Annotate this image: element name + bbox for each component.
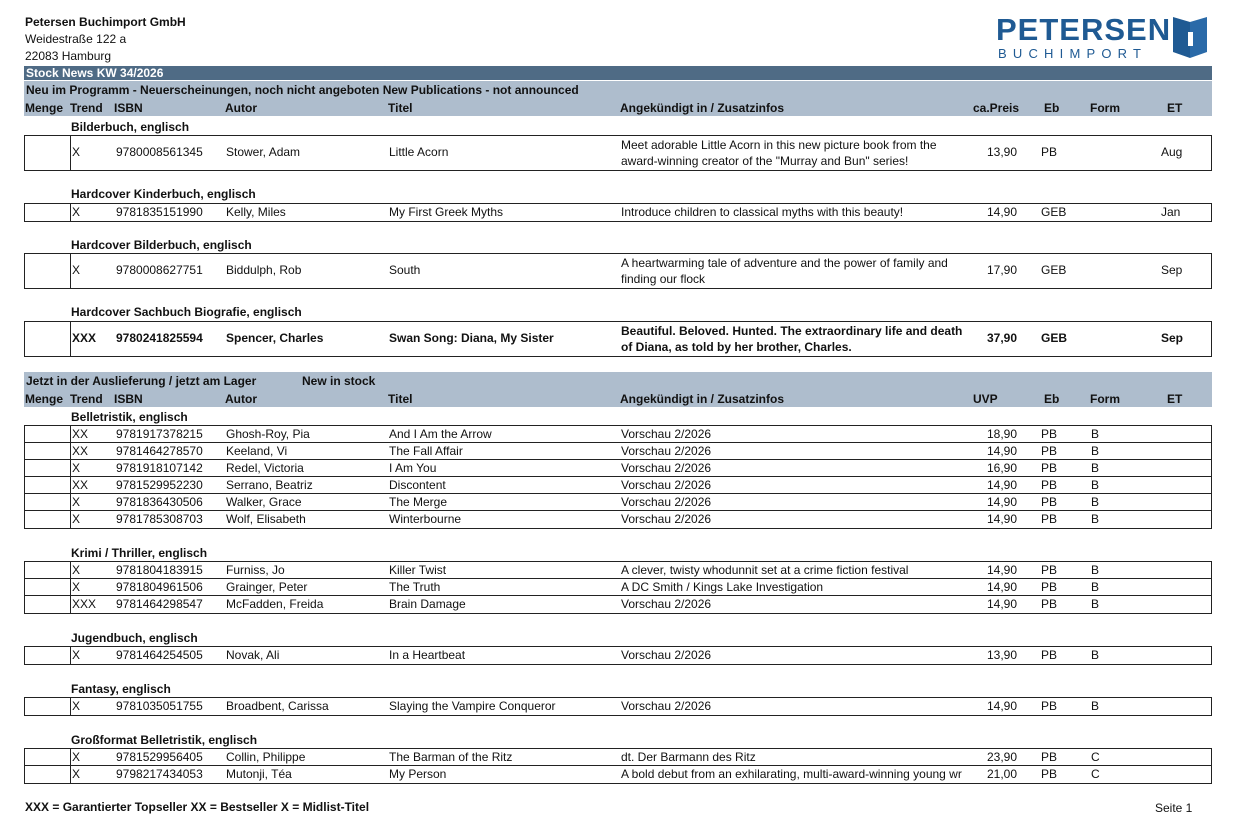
book-table: [24, 135, 1212, 171]
cell-info: Vorschau 2/2026: [621, 699, 712, 713]
cell-author: Wolf, Elisabeth: [226, 512, 306, 526]
page-number: Seite 1: [1155, 801, 1193, 815]
table-row: [25, 204, 1211, 221]
header-isbn: ISBN: [114, 101, 143, 115]
cell-author: Walker, Grace: [226, 495, 302, 509]
cell-isbn: 9780241825594: [116, 331, 203, 345]
cell-trend: X: [72, 145, 81, 159]
cell-title: The Merge: [389, 495, 448, 509]
cell-isbn: 9781804183915: [116, 563, 203, 577]
cell-info: Beautiful. Beloved. Hunted. The extraordinary life and death of Diana, as told by her brother, Charles.: [621, 324, 963, 354]
cell-form: B: [1091, 444, 1100, 458]
section-title: Neu im Programm - Neuerscheinungen, noch nicht angeboten New Publications - not announced: [26, 83, 579, 97]
report-title-bar: [24, 66, 1212, 80]
book-table: [24, 697, 1212, 716]
category-heading: Krimi / Thriller, englisch: [71, 546, 208, 560]
cell-author: Grainger, Peter: [226, 580, 308, 594]
cell-price: 14,90: [986, 563, 1017, 577]
company-city: 22083 Hamburg: [25, 49, 112, 63]
cell-title: Discontent: [389, 478, 446, 492]
cell-form: B: [1091, 427, 1100, 441]
cell-title: The Fall Affair: [389, 444, 463, 458]
cell-info: A bold debut from an exhilarating, multi-award-winning young wr: [621, 767, 962, 781]
company-address: [25, 14, 186, 65]
cell-info: dt. Der Barmann des Ritz: [621, 750, 756, 764]
cell-price: 23,90: [986, 750, 1017, 764]
table-row: [25, 443, 1211, 460]
menge-divider: [70, 254, 71, 288]
book-table: [24, 321, 1212, 357]
cell-trend: XX: [72, 444, 89, 458]
cell-author: Biddulph, Rob: [226, 263, 302, 277]
category-heading: Jugendbuch, englisch: [71, 631, 198, 645]
header-info: Angekündigt in / Zusatzinfos: [620, 392, 784, 406]
category-heading: Hardcover Kinderbuch, englisch: [71, 187, 256, 201]
header-form: Form: [1090, 392, 1120, 406]
table-row: [25, 322, 1211, 356]
menge-divider: [70, 562, 71, 578]
header-author: Autor: [225, 392, 257, 406]
cell-eb: PB: [1041, 427, 1058, 441]
menge-divider: [70, 698, 71, 715]
table-row: [25, 426, 1211, 443]
cell-info: A clever, twisty whodunnit set at a crime fiction festival: [621, 563, 909, 577]
section-title: Jetzt in der Auslieferung / jetzt am Lager: [26, 374, 257, 388]
cell-eb: PB: [1041, 750, 1058, 764]
header-et: ET: [1167, 101, 1183, 115]
header-price: UVP: [973, 392, 998, 406]
cell-author: Novak, Ali: [226, 648, 280, 662]
cell-eb: GEB: [1041, 263, 1067, 277]
menge-divider: [70, 477, 71, 493]
cell-info: Meet adorable Little Acorn in this new picture book from the award-winning creator of the "Murray and Bun" series!: [621, 138, 937, 168]
category-heading: Hardcover Bilderbuch, englisch: [71, 238, 252, 252]
table-row: [25, 494, 1211, 511]
cell-form: B: [1091, 597, 1100, 611]
cell-title: The Barman of the Ritz: [389, 750, 513, 764]
cell-price: 14,90: [986, 597, 1017, 611]
book-table: [24, 203, 1212, 222]
header-et: ET: [1167, 392, 1183, 406]
header-trend: Trend: [70, 392, 103, 406]
cell-form: B: [1091, 580, 1100, 594]
cell-author: Broadbent, Carissa: [226, 699, 329, 713]
cell-form: B: [1091, 512, 1100, 526]
cell-isbn: 9781804961506: [116, 580, 203, 594]
header-eb: Eb: [1044, 101, 1060, 115]
cell-eb: PB: [1041, 648, 1058, 662]
cell-info: Vorschau 2/2026: [621, 512, 712, 526]
menge-divider: [70, 322, 71, 356]
cell-trend: XXX: [72, 331, 97, 345]
cell-price: 16,90: [986, 461, 1017, 475]
cell-eb: PB: [1041, 495, 1058, 509]
book-table: [24, 253, 1212, 289]
cell-isbn: 9781917378215: [116, 427, 203, 441]
cell-title: The Truth: [389, 580, 441, 594]
table-row: [25, 596, 1211, 613]
cell-trend: XX: [72, 478, 89, 492]
cell-isbn: 9781785308703: [116, 512, 203, 526]
table-row: [25, 136, 1211, 170]
cell-info: Vorschau 2/2026: [621, 597, 712, 611]
cell-eb: PB: [1041, 767, 1058, 781]
cell-isbn: 9780008627751: [116, 263, 203, 277]
cell-price: 37,90: [986, 331, 1017, 345]
menge-divider: [70, 494, 71, 510]
cell-isbn: 9781836430506: [116, 495, 203, 509]
cell-isbn: 9781529952230: [116, 478, 203, 492]
cell-et: Sep: [1161, 331, 1184, 345]
cell-price: 18,90: [986, 427, 1017, 441]
cell-trend: XXX: [72, 597, 97, 611]
category-heading: Belletristik, englisch: [71, 410, 188, 424]
cell-title: Brain Damage: [389, 597, 466, 611]
menge-divider: [70, 136, 71, 170]
cell-trend: X: [72, 767, 81, 781]
cell-title: And I Am the Arrow: [389, 427, 492, 441]
cell-price: 14,90: [986, 444, 1017, 458]
cell-isbn: 9780008561345: [116, 145, 203, 159]
table-row: [25, 698, 1211, 715]
cell-price: 17,90: [986, 263, 1017, 277]
cell-author: McFadden, Freida: [226, 597, 324, 611]
cell-trend: XX: [72, 427, 89, 441]
cell-form: B: [1091, 648, 1100, 662]
cell-title: Winterbourne: [389, 512, 462, 526]
cell-price: 14,90: [986, 580, 1017, 594]
cell-form: C: [1091, 750, 1100, 764]
cell-form: B: [1091, 563, 1100, 577]
cell-price: 13,90: [986, 648, 1017, 662]
cell-price: 14,90: [986, 205, 1017, 219]
header-form: Form: [1090, 101, 1120, 115]
cell-isbn: 9781918107142: [116, 461, 203, 475]
book-table: [24, 748, 1212, 784]
cell-trend: X: [72, 263, 81, 277]
cell-price: 14,90: [986, 512, 1017, 526]
cell-info: Introduce children to classical myths with this beauty!: [621, 205, 904, 219]
cell-trend: X: [72, 648, 81, 662]
cell-isbn: 9781464278570: [116, 444, 203, 458]
cell-title: My First Greek Myths: [389, 205, 504, 219]
cell-price: 14,90: [986, 495, 1017, 509]
cell-title: South: [389, 263, 421, 277]
cell-eb: PB: [1041, 580, 1058, 594]
cell-info: A heartwarming tale of adventure and the power of family and finding our flock: [621, 256, 948, 286]
cell-author: Spencer, Charles: [226, 331, 324, 345]
menge-divider: [70, 647, 71, 664]
book-table: [24, 561, 1212, 614]
cell-eb: PB: [1041, 563, 1058, 577]
table-row: [25, 254, 1211, 288]
category-heading: Großformat Belletristik, englisch: [71, 733, 258, 747]
cell-isbn: 9781464254505: [116, 648, 203, 662]
cell-title: I Am You: [389, 461, 437, 475]
cell-eb: GEB: [1041, 331, 1068, 345]
cell-price: 14,90: [986, 699, 1017, 713]
cell-eb: PB: [1041, 478, 1058, 492]
header-menge: Menge: [25, 392, 64, 406]
cell-eb: GEB: [1041, 205, 1067, 219]
header-title: Titel: [388, 101, 413, 115]
menge-divider: [70, 579, 71, 595]
company-street: Weidestraße 122 a: [25, 32, 127, 46]
book-table: [24, 425, 1212, 529]
header-menge: Menge: [25, 101, 64, 115]
menge-divider: [70, 766, 71, 783]
cell-trend: X: [72, 495, 81, 509]
cell-et: Sep: [1161, 263, 1183, 277]
cell-price: 14,90: [986, 478, 1017, 492]
table-row: [25, 766, 1211, 783]
cell-form: B: [1091, 478, 1100, 492]
section-title-en: New in stock: [302, 374, 376, 388]
cell-author: Stower, Adam: [226, 145, 301, 159]
cell-eb: PB: [1041, 699, 1058, 713]
cell-author: Redel, Victoria: [226, 461, 304, 475]
cell-trend: X: [72, 461, 81, 475]
cell-trend: X: [72, 512, 81, 526]
book-table: [24, 646, 1212, 665]
cell-info: Vorschau 2/2026: [621, 478, 712, 492]
cell-author: Mutonji, Téa: [226, 767, 292, 781]
table-row: [25, 460, 1211, 477]
cell-price: 13,90: [986, 145, 1017, 159]
menge-divider: [70, 204, 71, 221]
cell-et: Aug: [1161, 145, 1183, 159]
cell-info: A DC Smith / Kings Lake Investigation: [621, 580, 824, 594]
cell-eb: PB: [1041, 512, 1058, 526]
cell-form: B: [1091, 699, 1100, 713]
cell-trend: X: [72, 699, 81, 713]
company-logo: [996, 14, 1212, 64]
cell-isbn: 9781464298547: [116, 597, 203, 611]
cell-eb: PB: [1041, 597, 1058, 611]
header-isbn: ISBN: [114, 392, 143, 406]
menge-divider: [70, 749, 71, 765]
cell-title: Swan Song: Diana, My Sister: [389, 331, 554, 345]
header-price: ca.Preis: [973, 101, 1020, 115]
cell-trend: X: [72, 205, 81, 219]
trend-legend: XXX = Garantierter Topseller XX = Bestseller X = Midlist-Titel: [25, 800, 370, 814]
menge-divider: [70, 443, 71, 459]
table-row: [25, 647, 1211, 664]
cell-eb: PB: [1041, 461, 1058, 475]
cell-title: Killer Twist: [389, 563, 447, 577]
column-headers: [24, 390, 1212, 407]
column-headers: [24, 99, 1212, 116]
cell-trend: X: [72, 563, 81, 577]
header-trend: Trend: [70, 101, 103, 115]
cell-form: B: [1091, 495, 1100, 509]
cell-isbn: 9781529956405: [116, 750, 203, 764]
table-row: [25, 511, 1211, 528]
report-title: Stock News KW 34/2026: [24, 66, 1212, 80]
menge-divider: [70, 596, 71, 613]
cell-et: Jan: [1161, 205, 1181, 219]
table-row: [25, 562, 1211, 579]
table-row: [25, 579, 1211, 596]
cell-isbn: 9798217434053: [116, 767, 203, 781]
logo-word-buchimport: BUCHIMPORT: [998, 46, 1148, 61]
cell-price: 21,00: [986, 767, 1017, 781]
cell-info: Vorschau 2/2026: [621, 444, 712, 458]
cell-info: Vorschau 2/2026: [621, 648, 712, 662]
header-info: Angekündigt in / Zusatzinfos: [620, 101, 784, 115]
cell-trend: X: [72, 750, 81, 764]
cell-author: Ghosh-Roy, Pia: [226, 427, 310, 441]
header-eb: Eb: [1044, 392, 1060, 406]
table-row: [25, 477, 1211, 494]
cell-title: My Person: [389, 767, 447, 781]
book-icon: [1170, 16, 1210, 60]
cell-author: Furniss, Jo: [226, 563, 285, 577]
cell-title: Slaying the Vampire Conqueror: [389, 699, 556, 713]
menge-divider: [70, 511, 71, 528]
section-in-stock-header: [24, 372, 1212, 407]
cell-author: Collin, Philippe: [226, 750, 306, 764]
logo-word-petersen: PETERSEN: [996, 12, 1172, 47]
cell-trend: X: [72, 580, 81, 594]
header-title: Titel: [388, 392, 413, 406]
company-name: Petersen Buchimport GmbH: [25, 15, 186, 29]
header-author: Autor: [225, 101, 257, 115]
cell-form: B: [1091, 461, 1100, 475]
cell-author: Serrano, Beatriz: [226, 478, 313, 492]
cell-isbn: 9781035051755: [116, 699, 203, 713]
cell-title: In a Heartbeat: [389, 648, 466, 662]
cell-isbn: 9781835151990: [116, 205, 203, 219]
cell-author: Kelly, Miles: [226, 205, 286, 219]
menge-divider: [70, 426, 71, 442]
cell-info: Vorschau 2/2026: [621, 427, 712, 441]
cell-info: Vorschau 2/2026: [621, 461, 712, 475]
menge-divider: [70, 460, 71, 476]
cell-eb: PB: [1041, 444, 1058, 458]
category-heading: Fantasy, englisch: [71, 682, 171, 696]
cell-eb: PB: [1041, 145, 1058, 159]
category-heading: Bilderbuch, englisch: [71, 120, 190, 134]
table-row: [25, 749, 1211, 766]
cell-title: Little Acorn: [389, 145, 449, 159]
cell-info: Vorschau 2/2026: [621, 495, 712, 509]
cell-form: C: [1091, 767, 1100, 781]
cell-author: Keeland, Vi: [226, 444, 288, 458]
category-heading: Hardcover Sachbuch Biografie, englisch: [71, 305, 302, 319]
section-new-publications-header: [24, 81, 1212, 116]
